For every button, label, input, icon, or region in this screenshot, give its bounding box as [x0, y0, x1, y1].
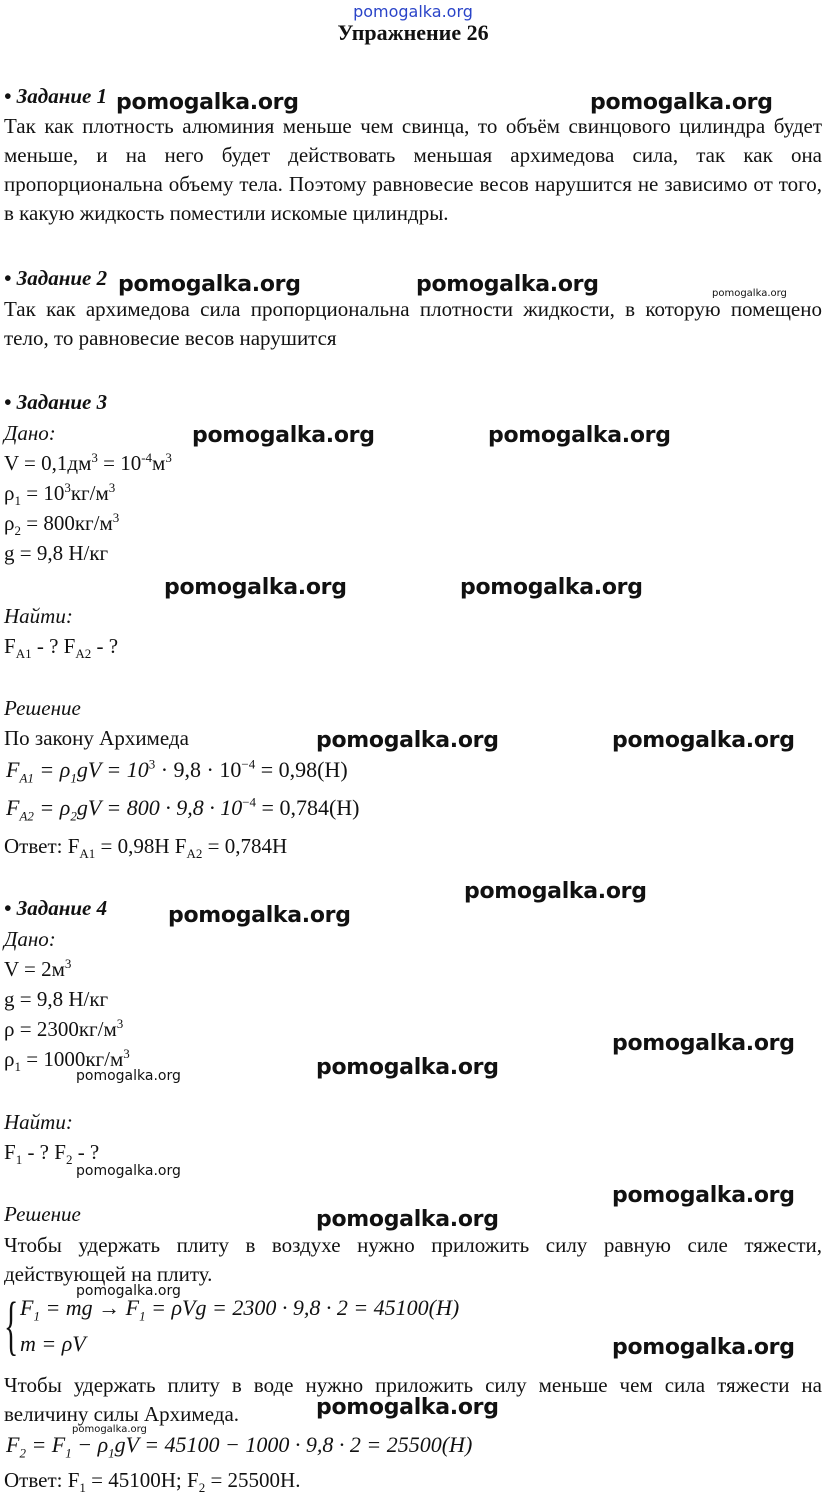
text: F [20, 1295, 34, 1320]
text: gV = 45100 − 1000 · 9,8 · 2 = 25500(H) [114, 1432, 473, 1457]
system-brace: { [4, 1289, 19, 1362]
text: - ? F [31, 634, 76, 658]
sup: 3 [112, 510, 120, 525]
text: = 10 [97, 451, 142, 475]
text: = ρ [33, 795, 71, 820]
text: = 0,784Н [202, 834, 288, 858]
sup: 3 [64, 956, 72, 971]
task4-heading: • Задание 4 [4, 896, 108, 920]
watermark: pomogalka.org [612, 728, 795, 753]
text: = 0,98Н F [95, 834, 187, 858]
task3-given-volume [4, 449, 822, 478]
text: F [6, 757, 20, 782]
text: gV = 800 · 9,8 · 10 [76, 795, 243, 820]
task4-text-2: Чтобы удержать плиту в воде нужно приложить силу меньше чем сила тяжести на величину силы Архимеда. [4, 1373, 822, 1426]
text: ρ = 2300кг/м [4, 1017, 117, 1041]
sub: 2 [14, 523, 21, 539]
watermark: pomogalka.org [168, 903, 351, 928]
sup: 3 [123, 1046, 130, 1061]
task3-heading: • Задание 3 [4, 390, 108, 414]
task3-given-label: Дано: [4, 421, 56, 445]
task4-answer [4, 1466, 822, 1495]
text: кг/м [70, 481, 109, 505]
watermark: pomogalka.org [488, 423, 671, 448]
task4-text-1: Чтобы удержать плиту в воздухе нужно приложить силу равную силе тяжести, действующей на плиту. [4, 1233, 822, 1286]
task3-find-label: Найти: [4, 604, 73, 628]
text: = 800кг/м [20, 511, 113, 535]
watermark: pomogalka.org [316, 1207, 499, 1232]
task4-given-volume [4, 955, 822, 984]
text: ρ [4, 1047, 15, 1071]
task4-given-label: Дано: [4, 927, 56, 951]
text: V = 2м [4, 957, 65, 981]
sup: 3 [165, 450, 172, 465]
text: = 45100Н; F [85, 1468, 199, 1492]
text: = F [25, 1432, 66, 1457]
text: · 9,8 · 10 [155, 757, 242, 782]
text: = ρ [33, 757, 71, 782]
task3-answer [4, 832, 822, 861]
sup: −4 [242, 794, 257, 810]
text: F [4, 1140, 16, 1164]
text: − ρ [71, 1432, 109, 1457]
watermark: pomogalka.org [612, 1031, 795, 1056]
text: = mg → F [39, 1295, 140, 1320]
watermark: pomogalka.org [464, 879, 647, 904]
task1-heading: • Задание 1 [4, 84, 108, 108]
text: gV = 10 [76, 757, 149, 782]
watermark: pomogalka.org [76, 1163, 181, 1179]
watermark: pomogalka.org [192, 423, 375, 448]
task4-solution-label: Решение [4, 1202, 81, 1226]
text: = 25500Н. [205, 1468, 301, 1492]
sub: 2 [198, 1480, 206, 1495]
watermark: pomogalka.org [416, 272, 599, 297]
sub: A2 [19, 808, 34, 824]
watermark: pomogalka.org [316, 728, 499, 753]
text: Ответ: F [4, 834, 80, 858]
sup: −4 [241, 756, 256, 772]
watermark: pomogalka.org [612, 1183, 795, 1208]
task3-law: По закону Архимеда [4, 726, 189, 750]
task4-given-g: g = 9,8 Н/кг [4, 987, 109, 1011]
text: ρ [4, 511, 15, 535]
text: F [4, 634, 16, 658]
watermark: pomogalka.org [460, 575, 643, 600]
text: - ? F [22, 1140, 66, 1164]
text: V = 0,1дм [4, 451, 92, 475]
sup: 3 [148, 756, 156, 772]
text: = 0,98(H) [255, 757, 348, 782]
page-title: Упражнение 26 [337, 20, 489, 45]
sup: 3 [116, 1016, 124, 1031]
task3-equation-2 [6, 794, 360, 824]
task1-text: Так как плотность алюминия меньше чем свинца, то объём свинцового цилиндра будет меньше, и на него будет действовать меньшая архимедова сила, так как она пропорциональна объему тела. Поэтому равновесие весов нарушится не зависимо от того, в какую жидкость поместили искомые цилиндры. [4, 114, 822, 225]
text: Ответ: F [4, 1468, 80, 1492]
text: - ? [91, 634, 119, 658]
watermark: pomogalka.org [118, 272, 301, 297]
sub: 2 [70, 808, 77, 824]
sub: A2 [75, 646, 92, 662]
watermark: pomogalka.org [76, 1068, 181, 1084]
sub: 1 [14, 1059, 21, 1075]
text: - ? [72, 1140, 100, 1164]
sub: A1 [79, 846, 96, 862]
sub: 2 [19, 1445, 26, 1461]
text: м [152, 451, 166, 475]
sub: A1 [19, 770, 34, 786]
text: F [6, 795, 20, 820]
sup: 3 [108, 480, 116, 495]
site-watermark-top: pomogalka.org [353, 2, 473, 21]
sub: 2 [65, 1152, 73, 1168]
watermark: pomogalka.org [316, 1055, 499, 1080]
text: = ρVg = 2300 · 9,8 · 2 = 45100(H) [145, 1295, 460, 1320]
sub: 1 [14, 493, 21, 509]
sup: 3 [64, 480, 71, 495]
sub: 1 [70, 770, 77, 786]
watermark: pomogalka.org [76, 1283, 181, 1299]
task4-system-line-2: m = ρV [20, 1331, 86, 1356]
task2-text: Так как архимедова сила пропорциональна плотности жидкости, в которую помещено тело, то равновесие весов нарушится [4, 297, 822, 350]
task3-given-rho1 [4, 479, 822, 508]
text: ρ [4, 481, 15, 505]
watermark: pomogalka.org [712, 288, 787, 299]
text: F [6, 1432, 20, 1457]
sub: 1 [15, 1152, 23, 1168]
text: = 0,784(H) [256, 795, 360, 820]
watermark: pomogalka.org [612, 1335, 795, 1360]
sub: A1 [15, 646, 32, 662]
sub: 1 [79, 1480, 86, 1495]
task4-find-label: Найти: [4, 1110, 73, 1134]
sub: A2 [186, 846, 203, 862]
sub: 1 [65, 1445, 72, 1461]
text: = 10 [20, 481, 65, 505]
watermark: pomogalka.org [316, 1395, 499, 1420]
sub: 1 [33, 1308, 40, 1324]
watermark: pomogalka.org [116, 90, 299, 115]
task3-equation-1 [6, 756, 348, 786]
watermark: pomogalka.org [590, 90, 773, 115]
sup: 3 [91, 450, 98, 465]
task3-solution-label: Решение [4, 696, 81, 720]
task3-given-rho2 [4, 509, 822, 538]
sub: 1 [139, 1308, 146, 1324]
sup: -4 [141, 450, 153, 465]
watermark: pomogalka.org [72, 1424, 147, 1435]
task2-heading: • Задание 2 [4, 266, 108, 290]
sub: 1 [108, 1445, 115, 1461]
watermark: pomogalka.org [164, 575, 347, 600]
task4-equation [6, 1432, 473, 1461]
task3-find [4, 632, 822, 661]
task3-given-g: g = 9,8 Н/кг [4, 541, 109, 565]
text: = 1000кг/м [20, 1047, 124, 1071]
